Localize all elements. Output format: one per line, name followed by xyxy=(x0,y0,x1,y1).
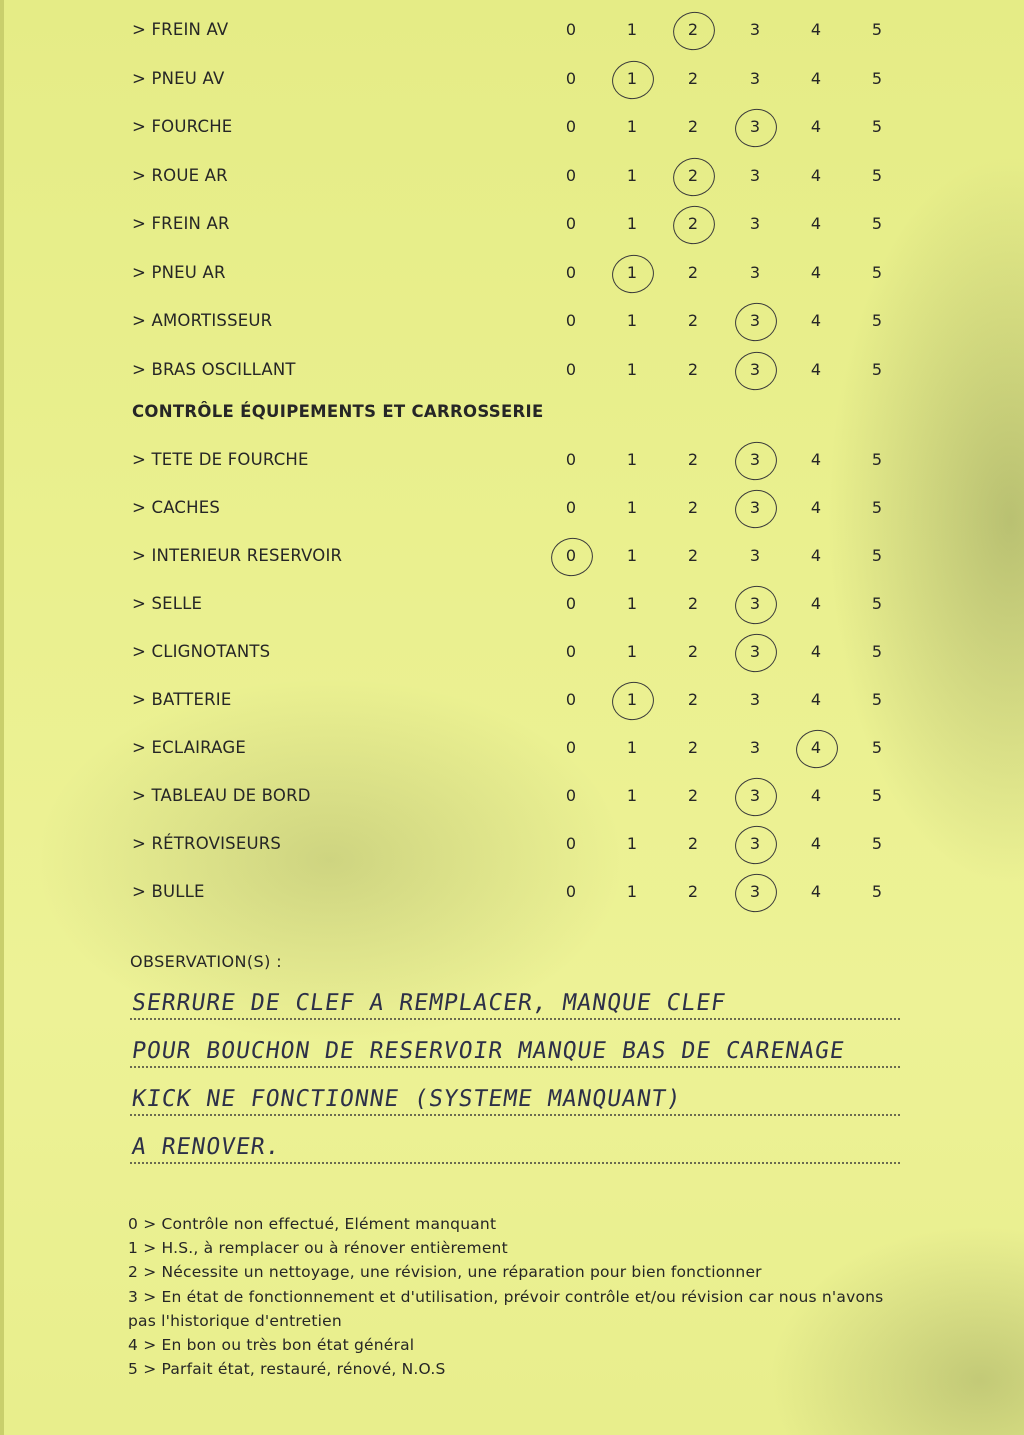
score-4: 4 xyxy=(810,165,822,185)
checklist-row xyxy=(0,350,1024,390)
score-5: 5 xyxy=(871,690,883,709)
score-2: 2 xyxy=(687,594,699,613)
score-1: 1 xyxy=(626,117,638,136)
score-1: 1 xyxy=(626,359,638,379)
score-3: 3 xyxy=(749,359,761,379)
item-label: > CLIGNOTANTS xyxy=(132,642,271,661)
score-3: 3 xyxy=(749,594,761,613)
score-4: 4 xyxy=(810,738,822,757)
item-label: > FREIN AR xyxy=(132,214,230,233)
item-label: > CACHES xyxy=(132,498,221,517)
score-3: 3 xyxy=(749,450,761,469)
observation-line-4 xyxy=(130,1118,900,1164)
item-label: > ROUE AR xyxy=(132,165,228,185)
score-5: 5 xyxy=(871,450,883,469)
checklist-row xyxy=(0,488,1024,528)
checklist-row xyxy=(0,680,1024,720)
score-4: 4 xyxy=(810,450,822,469)
score-4: 4 xyxy=(810,311,822,330)
score-0: 0 xyxy=(565,546,577,565)
score-2: 2 xyxy=(687,311,699,330)
item-label: > AMORTISSEUR xyxy=(132,311,273,330)
score-2: 2 xyxy=(687,117,699,136)
score-2: 2 xyxy=(687,546,699,565)
score-1: 1 xyxy=(626,690,638,709)
item-label: > PNEU AR xyxy=(132,262,226,282)
checklist-row xyxy=(0,728,1024,768)
observations-title: OBSERVATION(S) : xyxy=(130,952,282,971)
item-label: > BATTERIE xyxy=(132,690,232,709)
item-label: > BULLE xyxy=(132,882,205,901)
score-1: 1 xyxy=(626,450,638,469)
score-4: 4 xyxy=(810,642,822,661)
score-1: 1 xyxy=(626,786,638,805)
score-2: 2 xyxy=(687,214,699,233)
score-3: 3 xyxy=(749,690,761,709)
score-2: 2 xyxy=(687,690,699,709)
score-1: 1 xyxy=(626,20,638,39)
score-5: 5 xyxy=(871,68,883,88)
score-1: 1 xyxy=(626,68,638,88)
score-0: 0 xyxy=(565,594,577,613)
checklist-row xyxy=(0,584,1024,624)
score-2: 2 xyxy=(687,786,699,805)
item-label: > RÉTROVISEURS xyxy=(132,834,282,853)
checklist-row xyxy=(0,872,1024,912)
score-5: 5 xyxy=(871,546,883,565)
score-0: 0 xyxy=(565,20,577,39)
score-5: 5 xyxy=(871,262,883,282)
score-0: 0 xyxy=(565,786,577,805)
score-1: 1 xyxy=(626,834,638,853)
score-2: 2 xyxy=(687,20,699,39)
legend-item: 1 > H.S., à remplacer ou à rénover entièrement xyxy=(128,1239,508,1258)
score-3: 3 xyxy=(749,882,761,901)
score-3: 3 xyxy=(749,642,761,661)
score-0: 0 xyxy=(565,450,577,469)
checklist-row xyxy=(0,632,1024,672)
handwritten-note: SERRURE DE CLEF A REMPLACER, MANQUE CLEF xyxy=(130,990,728,1016)
legend-item: 3 > En état de fonctionnement et d'utilisation, prévoir contrôle et/ou révision car nous n'avons pas l'historique d'entretien xyxy=(128,1287,884,1330)
score-4: 4 xyxy=(810,117,822,136)
score-4: 4 xyxy=(810,594,822,613)
checklist-row xyxy=(0,253,1024,293)
score-1: 1 xyxy=(626,311,638,330)
score-4: 4 xyxy=(810,20,822,39)
score-1: 1 xyxy=(626,882,638,901)
score-5: 5 xyxy=(871,117,883,136)
checklist-row xyxy=(0,107,1024,147)
handwritten-note: KICK NE FONCTIONNE (SYSTEME MANQUANT) xyxy=(130,1086,684,1112)
score-2: 2 xyxy=(687,882,699,901)
item-label: > ECLAIRAGE xyxy=(132,738,246,757)
score-0: 0 xyxy=(565,690,577,709)
score-0: 0 xyxy=(565,642,577,661)
score-3: 3 xyxy=(749,498,761,517)
score-0: 0 xyxy=(565,359,577,379)
score-4: 4 xyxy=(810,786,822,805)
score-4: 4 xyxy=(810,262,822,282)
score-0: 0 xyxy=(565,311,577,330)
checklist-row xyxy=(0,204,1024,244)
observation-line-2 xyxy=(130,1022,900,1068)
score-1: 1 xyxy=(626,546,638,565)
item-label: > INTERIEUR RESERVOIR xyxy=(132,546,343,565)
checklist-row xyxy=(0,440,1024,480)
item-label: > PNEU AV xyxy=(132,68,225,88)
legend-item: 5 > Parfait état, restauré, rénové, N.O.S xyxy=(128,1360,446,1379)
score-3: 3 xyxy=(749,117,761,136)
score-5: 5 xyxy=(871,214,883,233)
checklist-row xyxy=(0,536,1024,576)
legend-item: 2 > Nécessite un nettoyage, une révision, une réparation pour bien fonctionner xyxy=(128,1263,762,1282)
score-5: 5 xyxy=(871,882,883,901)
score-4: 4 xyxy=(810,359,822,379)
checklist-row xyxy=(0,824,1024,864)
score-1: 1 xyxy=(626,165,638,185)
handwritten-note: A RENOVER. xyxy=(130,1134,283,1160)
observation-line-3 xyxy=(130,1070,900,1116)
score-2: 2 xyxy=(687,68,699,88)
score-3: 3 xyxy=(749,262,761,282)
score-3: 3 xyxy=(749,68,761,88)
score-3: 3 xyxy=(749,786,761,805)
score-5: 5 xyxy=(871,311,883,330)
score-0: 0 xyxy=(565,834,577,853)
score-1: 1 xyxy=(626,594,638,613)
score-3: 3 xyxy=(749,214,761,233)
section-title: CONTRÔLE ÉQUIPEMENTS ET CARROSSERIE xyxy=(132,402,544,421)
checklist-row xyxy=(0,776,1024,816)
score-4: 4 xyxy=(810,690,822,709)
legend-item: 4 > En bon ou très bon état général xyxy=(128,1336,415,1355)
observation-line-1 xyxy=(130,974,900,1020)
item-label: > BRAS OSCILLANT xyxy=(132,359,296,379)
item-label: > FOURCHE xyxy=(132,117,233,136)
score-2: 2 xyxy=(687,834,699,853)
item-label: > SELLE xyxy=(132,594,203,613)
score-3: 3 xyxy=(749,546,761,565)
score-2: 2 xyxy=(687,498,699,517)
checklist-row xyxy=(0,10,1024,50)
score-5: 5 xyxy=(871,20,883,39)
score-3: 3 xyxy=(749,834,761,853)
score-0: 0 xyxy=(565,165,577,185)
score-4: 4 xyxy=(810,882,822,901)
score-3: 3 xyxy=(749,20,761,39)
score-2: 2 xyxy=(687,738,699,757)
item-label: > TETE DE FOURCHE xyxy=(132,450,309,469)
score-1: 1 xyxy=(626,738,638,757)
score-0: 0 xyxy=(565,68,577,88)
handwritten-note: POUR BOUCHON DE RESERVOIR MANQUE BAS DE CARENAGE xyxy=(130,1038,847,1064)
score-3: 3 xyxy=(749,165,761,185)
score-1: 1 xyxy=(626,214,638,233)
score-2: 2 xyxy=(687,262,699,282)
score-0: 0 xyxy=(565,117,577,136)
score-3: 3 xyxy=(749,311,761,330)
score-legend xyxy=(128,1212,908,1381)
score-5: 5 xyxy=(871,786,883,805)
score-5: 5 xyxy=(871,642,883,661)
score-5: 5 xyxy=(871,738,883,757)
score-2: 2 xyxy=(687,450,699,469)
score-4: 4 xyxy=(810,68,822,88)
score-2: 2 xyxy=(687,642,699,661)
score-0: 0 xyxy=(565,738,577,757)
score-4: 4 xyxy=(810,546,822,565)
item-label: > FREIN AV xyxy=(132,20,229,39)
checklist-row xyxy=(0,156,1024,196)
score-0: 0 xyxy=(565,214,577,233)
item-label: > TABLEAU DE BORD xyxy=(132,786,311,805)
checklist-row xyxy=(0,59,1024,99)
score-0: 0 xyxy=(565,262,577,282)
score-0: 0 xyxy=(565,882,577,901)
score-5: 5 xyxy=(871,359,883,379)
score-0: 0 xyxy=(565,498,577,517)
score-4: 4 xyxy=(810,214,822,233)
score-5: 5 xyxy=(871,834,883,853)
score-2: 2 xyxy=(687,165,699,185)
score-1: 1 xyxy=(626,262,638,282)
score-4: 4 xyxy=(810,498,822,517)
score-5: 5 xyxy=(871,498,883,517)
legend-item: 0 > Contrôle non effectué, Elément manquant xyxy=(128,1215,497,1233)
score-3: 3 xyxy=(749,738,761,757)
score-5: 5 xyxy=(871,594,883,613)
checklist-row xyxy=(0,301,1024,341)
score-5: 5 xyxy=(871,165,883,185)
score-2: 2 xyxy=(687,359,699,379)
score-1: 1 xyxy=(626,498,638,517)
score-1: 1 xyxy=(626,642,638,661)
score-4: 4 xyxy=(810,834,822,853)
